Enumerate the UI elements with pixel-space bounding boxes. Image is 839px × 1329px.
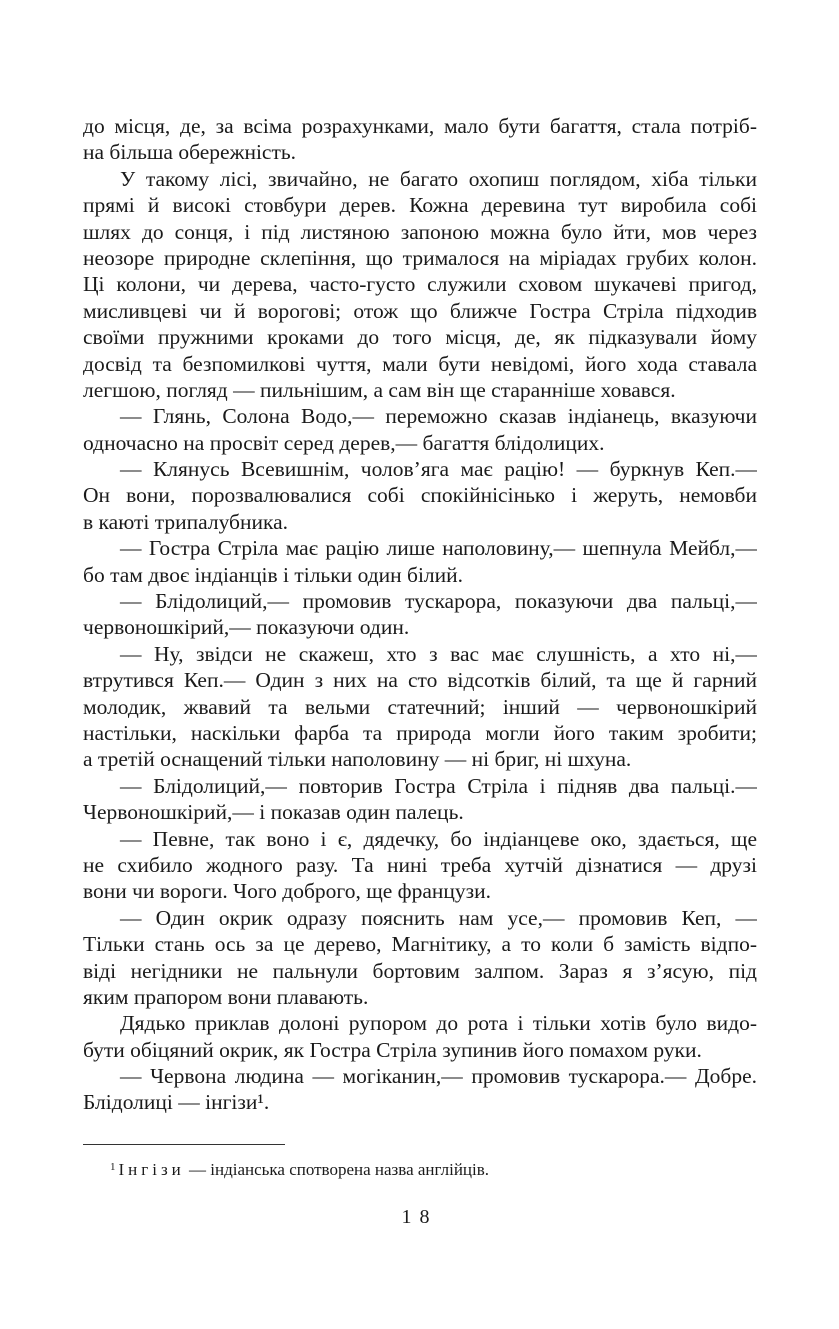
text-line: — Червона людина — могіканин,— промовив тускарора.— Добре.	[120, 1064, 757, 1089]
text-line: — Ну, звідси не скажеш, хто з вас має слушність, а хто ні,—	[120, 641, 757, 666]
text-line: молодик, жвавий та вельми статечний; інший — червоношкірий	[83, 694, 757, 719]
text-line: — Блідолиций,— промовив тускарора, показуючи два пальці,—	[120, 589, 757, 614]
text-line: Блідолиці — інгізи¹.	[83, 1090, 270, 1115]
text-line: — Глянь, Солона Водо,— переможно сказав індіанець, вказуючи	[120, 404, 757, 429]
text-line: Тільки стань ось за це дерево, Магнітику, а то коли б замість відпо-	[83, 932, 757, 957]
text-line: — Клянусь Всевишнім, чолов’яга має рацію! — буркнув Кеп.—	[120, 457, 757, 482]
text-line: Червоношкірий,— і показав один палець.	[83, 800, 464, 825]
text-line: вони чи вороги. Чого доброго, ще французи.	[83, 879, 492, 904]
text-line: втрутився Кеп.— Один з них на сто відсотків білий, та ще й гарний	[83, 668, 757, 693]
footnote-term: Інгізи	[118, 1160, 185, 1179]
text-line: мисливцеві чи й ворогові; отож що ближче Гостра Стріла підходив	[83, 298, 757, 323]
text-line: бути обіцяний окрик, як Гостра Стріла зупинив його помахом руки.	[83, 1037, 702, 1062]
text-line: — Певне, так воно і є, дядечку, бо індіанцеве око, здається, ще	[120, 826, 757, 851]
body-text	[83, 113, 757, 1116]
text-line: одночасно на просвіт серед дерев,— багаття блідолицих.	[83, 430, 605, 455]
text-line: віді негідники не пальнули бортовим залпом. Зараз я з’ясую, під	[83, 958, 757, 983]
text-line: яким прапором вони плавають.	[83, 984, 369, 1009]
text-line: неозоре природне склепіння, що трималося на міріадах грубих колон.	[83, 245, 757, 270]
text-line: Ці колони, чи дерева, часто-густо служили сховом шукачеві пригод,	[83, 272, 757, 297]
page-number: 18	[401, 1206, 438, 1228]
footnote-text: — індіанська спотворена назва англійців.	[184, 1160, 490, 1179]
text-line: на більша обережність.	[83, 140, 297, 165]
text-line: не схибило жодного разу. Та нині треба хутчій дізнатися — друзі	[83, 852, 757, 877]
text-line: — Блідолиций,— повторив Гостра Стріла і підняв два пальці.—	[120, 773, 757, 798]
text-line: до місця, де, за всіма розрахунками, мало бути багаття, стала потріб-	[83, 114, 757, 138]
text-line: бо там двоє індіанців і тільки один білий.	[83, 562, 464, 587]
text-line: Дядько приклав долоні рупором до рота і тільки хотів було видо-	[120, 1011, 757, 1036]
text-line: легшою, погляд — пильнішим, а сам він ще старанніше ховався.	[83, 377, 676, 402]
text-line: червоношкірий,— показуючи один.	[83, 615, 410, 640]
text-line: шлях до сонця, і під листяною запоною можна було йти, мов через	[83, 219, 757, 244]
footnote-marker: 1	[110, 1161, 116, 1173]
text-line: — Один окрик одразу пояснить нам усе,— промовив Кеп, —	[120, 905, 757, 930]
text-line: настільки, наскільки фарба та природа могли його таким зробити;	[83, 720, 757, 745]
text-line: Он вони, порозвалювалися собі спокійнісінько і жеруть, немовби	[83, 483, 757, 508]
footnote	[110, 1156, 489, 1181]
text-line: У такому лісі, звичайно, не багато охопиш поглядом, хіба тільки	[120, 166, 757, 191]
text-line: досвід та безпомилкові чуття, мали бути невідомі, його хода ставала	[83, 351, 757, 376]
text-line: а третій оснащений тільки наполовину — ні бриг, ні шхуна.	[83, 747, 632, 772]
footnote-divider	[83, 1144, 285, 1145]
text-line: — Гостра Стріла має рацію лише наполовину,— шепнула Мейбл,—	[120, 536, 757, 561]
text-line: в каюті трипалубника.	[83, 509, 289, 534]
text-line: своїми пружними кроками до того місця, де, як підказували йому	[83, 325, 757, 350]
text-line: прямі й високі стовбури дерев. Кожна деревина тут виробила собі	[83, 193, 757, 218]
